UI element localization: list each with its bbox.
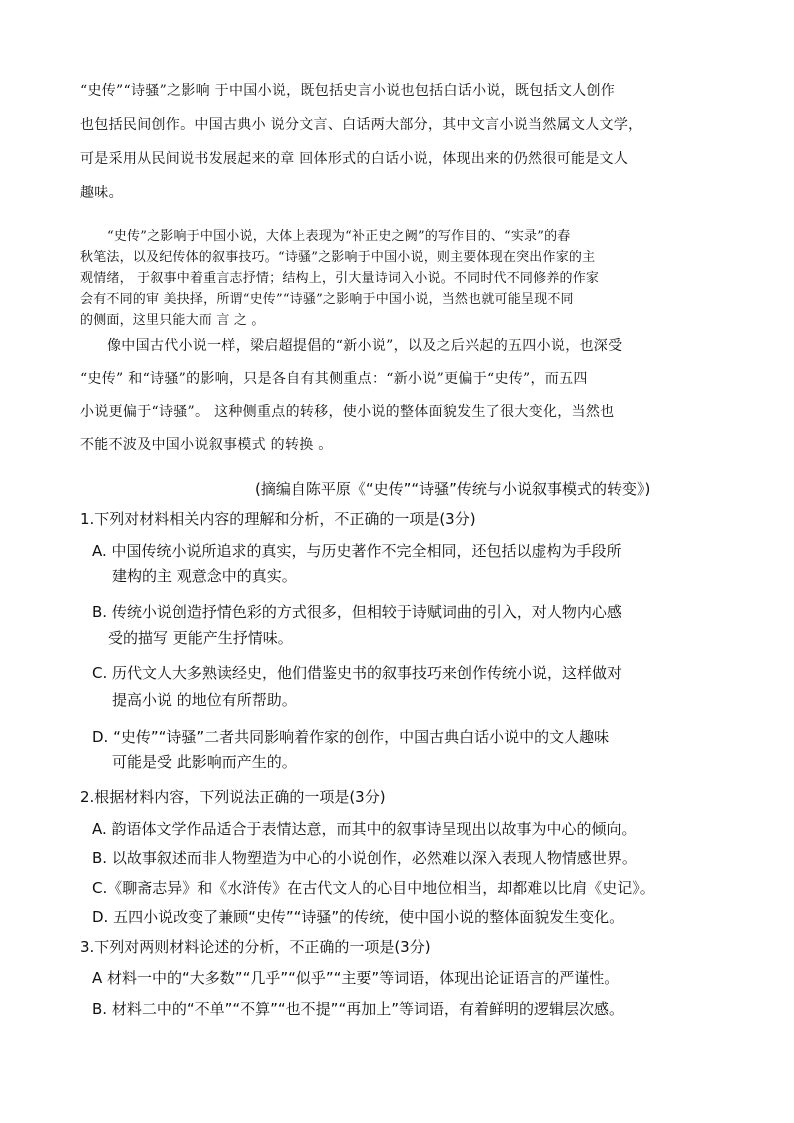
option-a: A. 韵语体文学作品适合于表情达意，而其中的叙事诗呈现出以故事为中心的倾向。 <box>92 820 637 838</box>
question-stem: 2.根据材料内容，下列说法正确的一项是(3分) <box>80 788 386 806</box>
passage-line: 可是采用从民间说书发展起来的章 回体形式的白话小说，体现出来的仍然很可能是文人 <box>80 151 629 167</box>
passage-line: 观情绪， 于叙事中着重言志抒情；结构上，引大量诗词入小说。不同时代不同修养的作家 <box>80 271 600 286</box>
question-stem: 3.下列对两则材料论述的分析，不正确的一项是(3分) <box>80 938 431 956</box>
option-c: C. 历代文人大多熟读经史，他们借鉴史书的叙事技巧来创作传统小说，这样做对 <box>92 664 623 682</box>
option-d: D. 五四小说改变了兼顾“史传”“诗骚”的传统，使中国小说的整体面貌发生变化。 <box>92 908 625 926</box>
passage-line: 趣味。 <box>80 185 123 201</box>
passage-line: “史传”之影响于中国小说，大体上表现为“补正史之阙”的写作目的、“实录”的春 <box>107 229 571 244</box>
passage-line: “史传” 和“诗骚”的影响，只是各自有其侧重点：“新小说”更偏于“史传”，而五四 <box>80 371 588 387</box>
passage-line: “史传”“诗骚”之影响 于中国小说，既包括史言小说也包括白话小说，既包括文人创作 <box>80 83 616 99</box>
passage-line: 像中国古代小说一样，梁启超提倡的“新小说”，以及之后兴起的五四小说，也深受 <box>107 338 623 354</box>
passage-line: 小说更偏于“诗骚”。 这种侧重点的转移，使小说的整体面貌发生了很大变化，当然也 <box>80 404 615 420</box>
passage-line: 也包括民间创作。中国古典小 说分文言、白话两大部分，其中文言小说当然属文人文学， <box>80 117 643 133</box>
option-c: C.《聊斋志异》和《水浒传》在古代文人的心目中地位相当，却都难以比肩《史记》。 <box>92 879 655 897</box>
option-d-continued: 可能是受 此影响而产生的。 <box>112 753 297 771</box>
option-d: D. “史传”“诗骚”二者共同影响着作家的创作，中国古典白话小说中的文人趣味 <box>92 728 610 746</box>
option-a: A 材料一中的“大多数”“几乎”“似乎”“主要”等词语，体现出论证语言的严谨性。 <box>92 969 620 987</box>
passage-line: 不能不波及中国小说叙事模式 的转换 。 <box>80 437 333 453</box>
option-a: A. 中国传统小说所追求的真实，与历史著作不完全相同，还包括以虚构为手段所 <box>92 542 622 560</box>
question-stem: 1.下列对材料相关内容的理解和分析，不正确的一项是(3分) <box>80 510 476 528</box>
option-b: B. 以故事叙述而非人物塑造为中心的小说创作，必然难以深入表现人物情感世界。 <box>92 849 637 867</box>
option-a-continued: 建构的主 观意念中的真实。 <box>112 567 297 585</box>
option-b: B. 材料二中的“不单”“不算”“也不提”“再加上”等词语，有着鲜明的逻辑层次感。 <box>92 1000 624 1018</box>
option-b: B. 传统小说创造抒情色彩的方式很多，但相较于诗赋词曲的引入，对人物内心感 <box>92 603 622 621</box>
source-citation: (摘编自陈平原《“史传”“诗骚”传统与小说叙事模式的转变》) <box>255 480 651 498</box>
passage-line: 秋笔法，以及纪传体的叙事技巧。“诗骚”之影响于中国小说，则主要体现在突出作家的主 <box>80 250 596 265</box>
option-b-continued: 受的描写 更能产生抒情味。 <box>108 629 293 647</box>
option-c-continued: 提高小说 的地位有所帮助。 <box>112 691 297 709</box>
passage-line: 的侧面，这里只能大而 言 之 。 <box>80 313 265 328</box>
passage-line: 会有不同的审 美抉择，所谓“史传”“诗骚”之影响于中国小说，当然也就可能呈现不同 <box>80 292 574 307</box>
